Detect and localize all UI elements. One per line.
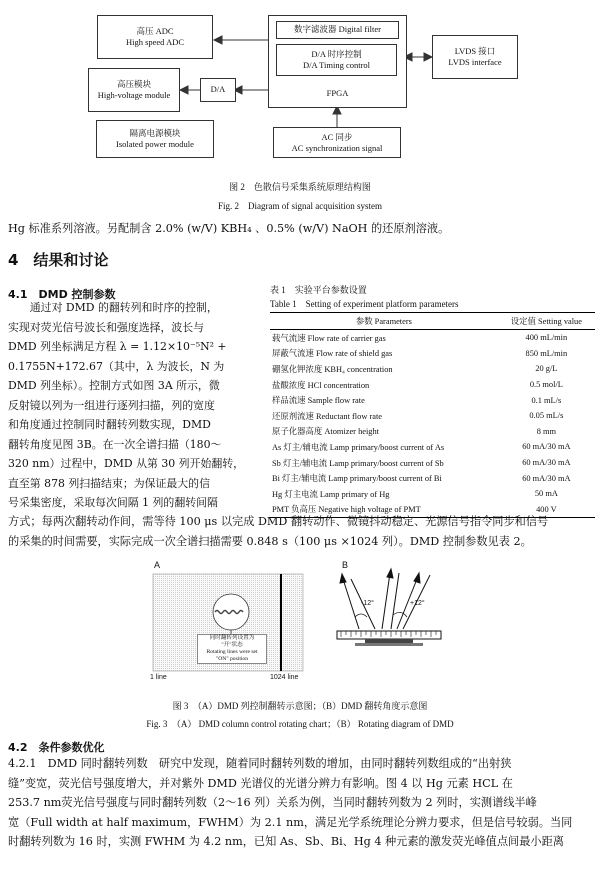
text-line: 的采集的时间需要，实际完成一次全谱扫描需要 0.848 s（100 μs ×1024 列）。DMD 控制参数见表 2。 [8,534,532,548]
ac-label-en: AC synchronization signal [291,143,383,153]
fig3b-label: B [342,560,349,570]
fig2-caption-cn: 图 2 色散信号采集系统原理结构图 [229,182,371,192]
hv-label-cn: 高压模块 [116,79,151,89]
adc-label-en: High speed ADC [125,37,185,47]
iso-label-en: Isolated power module [116,139,194,149]
param-value: 60 mA/30 mA [522,458,571,468]
text-line: 实现对荧光信号波长和强度选择，波长与 [8,320,205,334]
text-line: 宽（Full width at half maximum，FWHM）为 2.1 nm，满足光学系统理论分辨力要求，但是信号较弱。当同 [8,815,573,829]
table-row [270,486,595,502]
param-name: 原子化器高度 Atomizer height [272,427,379,437]
table-row [270,392,595,408]
fig3-caption-cn: 图 3 （A）DMD 列控制翻转示意图；（B）DMD 翻转角度示意图 [172,701,428,711]
hv-box [88,68,180,112]
text-line: 缝”变宽，荧光信号强度增大，并对紫外 DMD 光谱仪的光谱分辨力有影响。图 4 以 Hg 元素 HCL 在 [8,776,513,790]
param-name: 屏蔽气流速 Flow rate of shield gas [272,349,393,359]
text-line: DMD 列坐标）。控制方式如图 3A 所示，微 [8,379,220,392]
line-1024-label: 1024 line [270,674,299,681]
intro-text: Hg 标准系列溶液。另配制含 2.0% (w/V) KBH₄ 、0.5% (w/V) NaOH 的还原剂溶液。 [8,222,450,235]
text-line: 号采集密度，采取每次间隔 1 列的翻转间隔 [8,496,218,509]
table-row [270,377,595,393]
text-line: 和角度通过控制同时翻转列数实现，DMD [8,418,211,431]
param-name: Hg 灯主电流 Lamp primary of Hg [272,489,390,499]
param-value: 20 g/L [535,364,558,374]
lvds-label-en: LVDS interface [448,57,502,67]
fpga-box [268,15,407,108]
callout-line: 同时翻转列设置为 [209,635,255,641]
param-name: 载气流速 Flow rate of carrier gas [272,333,386,343]
table-row [270,439,595,455]
param-name: 盐酸浓度 HCl concentration [272,380,370,390]
table1-title-cn: 表 1 实验平台参数设置 [270,285,367,295]
table-row [270,346,595,362]
section-4-title: 4 结果和讨论 [8,251,109,269]
param-name: As 灯主/辅电流 Lamp primary/boost current of As [272,442,445,452]
section-4-1-continued [8,512,598,551]
adc-label-cn: 高压 ADC [136,26,174,36]
dmd-angle-diagram [335,565,455,685]
fig3-caption-en: Fig. 3 （A） DMD column control rotating chart；（B） Rotating diagram of DMD [146,719,454,729]
timing-box [276,44,397,76]
table-row [270,330,595,346]
param-value: 0.5 mol/L [529,380,563,390]
col-parameters: 参数 Parameters [270,313,498,330]
param-value: 850 mL/min [525,348,568,358]
param-name: PMT 负高压 Negative high voltage of PMT [270,502,498,518]
text-line: 253.7 nm荧光信号强度与同时翻转列数（2～16 列）关系为例，当同时翻转列数为 2 列时，实测谱线半峰 [8,796,537,809]
text-line: 方式；每两次翻转动作间，需等待 100 μs 以完成 DMD 翻转动作、微镜抖动稳定、光源信号指令同步和信号 [8,515,549,528]
filter-box [276,21,399,39]
timing-label-cn: D/A 时序控制 [311,49,362,59]
param-value: 8 mm [536,426,557,436]
text-line: 4.2.1 DMD 同时翻转列数 研究中发现，随着同时翻转列数的增加，由同时翻转列数组成的“出射狭 [8,757,512,770]
param-value: 400 mL/min [525,333,568,343]
iso-box [96,120,214,158]
da-box [200,78,236,102]
ac-box [273,127,401,158]
params-table [270,312,595,518]
col-setting-value: 设定值 Setting value [498,313,595,330]
param-value: 60 mA/30 mA [522,473,571,483]
section-4-2-title: 4.2 条件参数优化 [8,741,105,754]
da-label: D/A [210,84,226,94]
callout-label [197,634,267,664]
param-value: 400 V [498,502,595,518]
section-4-2-1-body [8,754,598,852]
text-line: 0.1755N+172.67（其中，λ 为波长，N 为 [8,359,225,373]
callout-line: "ON" position [215,656,249,662]
lvds-label-cn: LVDS 接口 [454,46,496,56]
param-value: 50 mA [534,489,558,499]
section-4-1-body [8,298,266,513]
param-value: 0.1 mL/s [531,395,562,405]
text-line: 反射镜以列为一组进行逐列扫描，列的宽度 [8,398,215,412]
fig2-caption-en: Fig. 2 Diagram of signal acquisition system [218,201,382,211]
text-line: DMD 列坐标满足方程 λ = 1.12×10⁻⁵N² + [8,340,227,353]
table-row [270,361,595,377]
table-row [270,455,595,471]
adc-box [97,15,213,59]
callout-line: "开"状态 [221,642,243,648]
ac-label-cn: AC 同步 [321,132,353,142]
param-name: Sb 灯主/辅电流 Lamp primary/boost current of Sb [272,458,444,468]
fpga-label: FPGA [326,88,349,98]
text-line: 通过对 DMD 的翻转列和时序的控制， [8,301,218,314]
intro-line [8,219,593,239]
callout-line: Rotating lines were set [206,649,258,655]
angle-pos-label: +12° [410,600,425,607]
lvds-box [432,35,518,79]
line-1-label: 1 line [150,674,167,681]
text-line: 直至第 878 列扫描结束；为保证最大的信 [8,476,210,490]
fig3a-label: A [154,560,161,570]
param-name: 样品流速 Sample flow rate [272,396,365,406]
angle-neg-label: -12° [361,600,374,607]
param-value: 60 mA/30 mA [522,442,571,452]
text-line: 时翻转列数为 16 时，实测 FWHM 为 4.2 nm，已知 As、Sb、Bi、Hg 4 种元素的激发荧光峰值点间最小距离 [8,835,564,848]
param-name: 硼氢化钾浓度 KBH₄ concentration [272,364,393,374]
table1-title-en: Table 1 Setting of experiment platform parameters [270,299,459,309]
param-value: 0.05 mL/s [529,411,564,421]
section-4-1-title: 4.1 DMD 控制参数 [8,288,116,301]
timing-label-en: D/A Timing control [302,60,371,70]
table-row [270,408,595,424]
param-name: 还原剂流速 Reductant flow rate [272,411,383,421]
iso-label-cn: 隔离电源模块 [129,128,181,138]
text-line: 翻转角度见图 3B。在一次全谱扫描（180～ [8,437,222,451]
table-row [270,424,595,440]
table-row [270,470,595,486]
hv-label-en: High-voltage module [97,90,171,100]
text-line: 320 nm）过程中，DMD 从第 30 列开始翻转， [8,457,245,470]
table-header-row [270,313,595,330]
param-name: Bi 灯主/辅电流 Lamp primary/boost current of Bi [272,474,442,484]
filter-label: 数字滤波器 Digital filter [294,24,381,34]
